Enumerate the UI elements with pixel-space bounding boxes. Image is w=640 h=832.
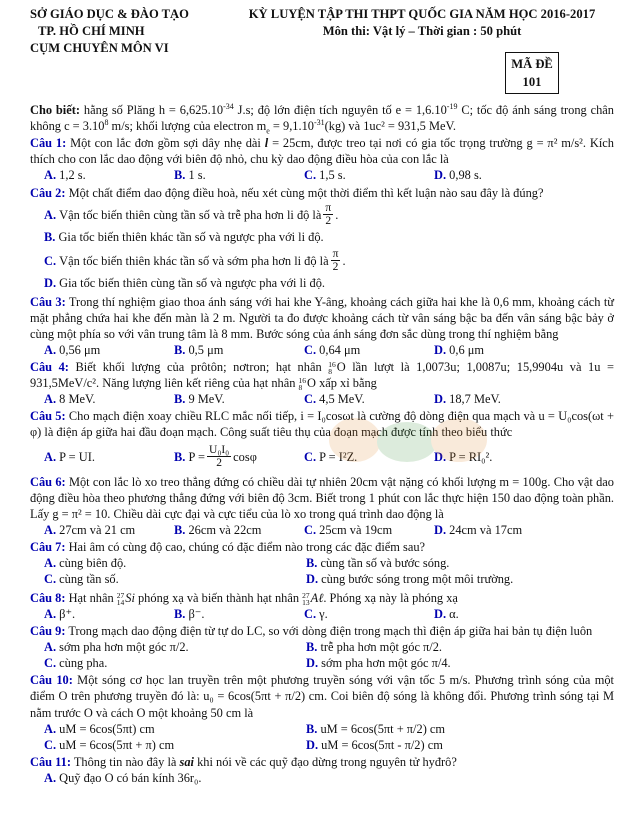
option-key: C. (304, 607, 317, 622)
option-a[interactable] (44, 606, 174, 622)
option-key: D. (306, 737, 319, 752)
question-text: khi nói về các quỹ đạo dừng trong nguyên tử hyđrô? (193, 754, 457, 769)
question-text: U₀cos(ωt + φ) là điện áp giữa hai đầu đoạn mạch. Công suất tiêu thụ của đoạn mạch được tính theo biểu thức (30, 409, 614, 440)
numerator: π (325, 202, 332, 215)
question-label: Câu 8: (30, 591, 66, 606)
element-symbol: O (336, 360, 346, 374)
exponent: 8 (104, 118, 109, 127)
option-key: C. (304, 522, 317, 537)
numerator: U₀I₀ (209, 444, 230, 457)
element-symbol: O (307, 376, 316, 391)
question-text: Biết khối lượng của prôtôn; nơtron; hạt nhân (75, 360, 329, 374)
option-d[interactable] (306, 737, 568, 753)
question-text: . Phóng xạ này là phóng xạ (323, 591, 458, 606)
constants-text: C; tốc độ ánh sáng (457, 103, 557, 117)
option-text: β⁺. (59, 607, 76, 622)
option-key: C. (44, 572, 57, 586)
option-text: 24cm và 17cm (449, 522, 523, 537)
question-text: phóng xạ và biến thành hạt nhân (134, 591, 303, 606)
answer-options (30, 391, 614, 407)
question-text: Trong thí nghiệm giao thoa ánh sáng với hai khe Y-âng, khoảng cách giữa hai khe là 0,6 mm, khoảng cách từ mặt phẳng chứa hai khe đến màn là 2 m. Người ta đo được khoảng cách từ vân sáng bậc ba đến vân sáng bậc bảy ở cùng một phía so với vân trung tâm là 8 mm. Bước sóng của ánh sáng đơn sắc dùng trong thí nghiệm bằng (30, 294, 614, 341)
option-a[interactable]: A. Vận tốc biến thiên cùng tần số và trễ pha hơn li độ là $\frac{\pi}{2}$ . (44, 202, 339, 228)
option-b[interactable] (174, 444, 304, 469)
option-d[interactable] (306, 655, 568, 671)
option-key: B. (174, 607, 186, 622)
option-text: Gia tốc biến thiên cùng tần số và ngược pha với li độ. (59, 275, 326, 290)
numerator: π (332, 248, 339, 261)
option-b[interactable] (306, 721, 568, 737)
option-text: 0,98 s. (449, 168, 482, 183)
question-text: Một con lắc lò xo treo thẳng đứng có chiều dài tự nhiên 20cm vật nặng có khối lượng m = 100g. Cho vật dao động điều hòa theo phương thẳng đứng với biên độ 3cm. Biết trong 1 phút con lắc thực hiện 150 dao động toàn phần. Lấy g = π² = 10. Chiều dài cực đại và cực tiểu của lò xo trong quá trình dao động là (30, 474, 614, 521)
option-text: 0,64 μm (319, 342, 361, 357)
option-key: B. (174, 392, 186, 407)
question-text: Hai âm có cùng độ cao, chúng có đặc điểm nào trong các đặc điểm sau? (68, 539, 426, 554)
option-key: D. (44, 275, 57, 290)
question-label: Câu 4: (30, 360, 69, 374)
option-a[interactable] (44, 555, 306, 571)
answer-options (30, 606, 614, 622)
option-key: C. (44, 253, 57, 268)
element-symbol: Si (125, 591, 135, 606)
school-header (30, 6, 220, 57)
option-d[interactable] (434, 449, 564, 465)
option-key: B. (306, 556, 318, 570)
denominator: 2 (332, 261, 339, 274)
option-key: B. (174, 449, 186, 464)
option-d[interactable] (434, 522, 564, 538)
denominator: 2 (216, 457, 222, 470)
exam-code-label: MÃ ĐỀ (511, 57, 553, 71)
department-name: SỞ GIÁO DỤC & ĐÀO TẠO (30, 7, 189, 21)
option-c[interactable] (304, 167, 434, 183)
mass-number: 27 (116, 591, 125, 601)
question-text: lần lượt là 1,0073u; 1,0087u; 15,9904u và 1u = (345, 360, 614, 374)
option-c[interactable] (304, 391, 434, 407)
question-text: Cho mạch điện xoay chiều RLC mắc nối tiếp, i = I₀cosωt là cường độ dòng điện qua mạch và u = (68, 409, 555, 424)
option-key: B. (306, 640, 318, 655)
option-key: B. (174, 342, 186, 357)
atomic-number: 8 (328, 367, 332, 377)
option-d[interactable] (434, 391, 564, 407)
exponent: -34 (223, 101, 234, 111)
emphasis: sai (179, 754, 194, 769)
option-b[interactable] (174, 167, 304, 183)
question-text: Một con lắc đơn gồm sợi dây nhẹ dài (70, 136, 265, 151)
answer-options (30, 441, 614, 473)
option-b[interactable] (306, 555, 568, 571)
answer-options (30, 522, 614, 538)
option-key: C. (44, 656, 57, 671)
subscript: e (266, 126, 270, 136)
denominator: 2 (325, 215, 332, 228)
option-c[interactable] (44, 571, 306, 587)
atomic-number: 13 (302, 598, 310, 608)
option-text: P = RI₀². (449, 449, 493, 464)
constants-label: Cho biết: (30, 103, 80, 117)
option-key: A. (44, 449, 57, 464)
option-key: A. (44, 640, 57, 655)
option-text: sớm pha hơn một góc π/4. (321, 656, 451, 671)
option-key: B. (174, 168, 186, 183)
exam-header (222, 6, 622, 40)
option-text: 0,6 μm (449, 342, 485, 357)
cluster-name: CỤM CHUYÊN MÔN VI (30, 41, 169, 55)
option-text: γ. (319, 607, 328, 622)
option-text: P = I²Z. (319, 449, 358, 464)
fraction (207, 444, 231, 469)
option-c[interactable]: C. Vận tốc biến thiên khác tần số và sớm pha hơn li độ là $\frac{\pi}{2}$ . (44, 248, 346, 274)
constants-text: m/s; khối lượng của electron m (108, 119, 267, 134)
option-text: uM = 6cos(5πt - π/2) cm (321, 737, 443, 752)
answer-options (30, 342, 614, 358)
option-key: C. (304, 168, 317, 183)
question-text: xấp xỉ bằng (315, 376, 377, 391)
question-2 (30, 185, 614, 201)
option-key: A. (44, 556, 57, 570)
option-c[interactable] (44, 655, 306, 671)
option-text: 1,5 s. (319, 168, 346, 183)
option-key: D. (434, 168, 447, 183)
question-6 (30, 474, 614, 522)
fraction (323, 202, 333, 227)
question-text: Trong mạch dao động điện từ tự do LC, so với dòng điện trong mạch thì điện áp giữa hai bản tụ điện luôn (68, 624, 593, 639)
question-label: Câu 6: (30, 474, 66, 489)
exponent: -19 (446, 101, 458, 111)
option-a[interactable] (44, 449, 174, 465)
answer-options (30, 655, 614, 671)
answer-options (30, 737, 614, 753)
question-text: Một sóng cơ học lan truyền trên một phương truyền sóng với vận tốc 5 m/s. Phương trình sóng của một điểm O trên phương truyền đó là: u₀ = 6cos(5πt + π/2) cm. Coi biên độ sóng là không đổi. Phương trình sóng tại M nằm trước O và cách O một khoảng 50 cm là (30, 673, 615, 720)
option-c[interactable] (304, 522, 434, 538)
option-b[interactable] (30, 229, 614, 247)
option-c[interactable] (304, 606, 434, 622)
option-key: A. (44, 392, 57, 407)
question-label: Câu 11: (30, 754, 71, 769)
option-text: trễ pha hơn một góc π/2. (320, 640, 443, 655)
constants-text: = 9,1.10 (269, 119, 314, 134)
nuclide-notation (117, 592, 125, 606)
atomic-number: 8 (298, 383, 303, 393)
exam-code-box (505, 52, 559, 94)
option-a[interactable] (44, 391, 174, 407)
option-b[interactable] (306, 639, 568, 655)
exam-title: KỲ LUYỆN TẬP THI THPT QUỐC GIA NĂM HỌC 2016-2017 (248, 7, 596, 21)
exam-subject: Môn thi: Vật lý – Thời gian : 50 phút (322, 24, 522, 38)
option-key: D. (434, 392, 447, 407)
question-5 (30, 408, 614, 440)
option-key: A. (44, 207, 57, 222)
exponent: -31 (313, 118, 325, 127)
option-text: P = (188, 449, 206, 464)
option-text: 8 MeV. (59, 392, 96, 407)
option-text: 25cm và 19cm (319, 522, 393, 537)
option-key: A. (44, 522, 57, 537)
question-label: Câu 1: (30, 136, 67, 151)
question-label: Câu 5: (30, 409, 66, 424)
question-label: Câu 7: (30, 539, 66, 554)
option-c[interactable] (304, 449, 434, 465)
option-text: Vận tốc biến thiên khác tần số và sớm pha hơn li độ là (59, 253, 329, 268)
atomic-number: 14 (116, 598, 125, 608)
question-text: Một chất điểm dao động điều hoà, nếu xét cùng một thời điểm thì kết luận nào sau đây là đúng? (68, 185, 544, 200)
constants-paragraph (30, 102, 614, 134)
option-a[interactable] (44, 721, 306, 737)
option-key: D. (434, 522, 447, 537)
option-a[interactable] (44, 639, 306, 655)
option-key: D. (306, 572, 319, 586)
question-text: Hạt nhân (68, 591, 117, 606)
fraction (331, 248, 341, 273)
question-label: Câu 9: (30, 624, 66, 639)
option-text: 9 MeV. (188, 392, 225, 407)
option-text: 27cm và 21 cm (59, 522, 136, 537)
question-10 (30, 672, 614, 720)
nuclide-notation (302, 592, 310, 606)
option-text: cùng tần số và bước sóng. (320, 556, 450, 570)
option-text: cùng biên độ. (59, 556, 127, 570)
option-b[interactable] (174, 606, 304, 622)
city-name: TP. HỒ CHÍ MINH (38, 24, 145, 38)
answer-options (30, 555, 614, 571)
option-d[interactable] (434, 606, 564, 622)
option-text: 1,2 s. (59, 168, 86, 183)
option-key: A. (44, 168, 57, 183)
option-d[interactable] (306, 571, 568, 587)
option-key: D. (434, 607, 447, 622)
question-8 (30, 590, 614, 606)
question-label: Câu 2: (30, 185, 66, 200)
option-b[interactable] (174, 391, 304, 407)
option-c[interactable] (304, 342, 434, 358)
option-d[interactable] (434, 167, 564, 183)
question-text: = 25cm, được treo tại nơi có gia tốc trọng trường g = π² m/s². (268, 136, 586, 151)
answer-options (30, 168, 614, 184)
exam-code-value: 101 (522, 75, 542, 89)
option-key: C. (304, 449, 317, 464)
option-a[interactable] (44, 342, 174, 358)
option-text: sớm pha hơn một góc π/2. (59, 640, 189, 655)
question-text: 931,5MeV/c². Năng lượng liên kết riêng của hạt nhân (30, 376, 299, 391)
option-text: uM = 6cos(5πt) cm (59, 721, 155, 736)
question-text: Thông tin nào đây là (73, 754, 180, 769)
option-key: D. (434, 449, 447, 464)
nuclide-notation (328, 361, 336, 375)
option-a[interactable] (44, 167, 174, 183)
question-9 (30, 623, 614, 639)
option-key: A. (44, 607, 57, 622)
option-key: B. (174, 522, 186, 537)
question-1 (30, 135, 614, 167)
option-key: A. (44, 770, 57, 785)
option-key: C. (304, 392, 317, 407)
option-key: D. (306, 656, 319, 671)
constants-text: J.s; độ lớn điện tích nguyên tố e = 1,6.10 (233, 103, 447, 117)
element-symbol: Aℓ (310, 591, 324, 606)
option-key: A. (44, 342, 57, 357)
option-key: D. (434, 342, 447, 357)
option-key: C. (304, 342, 317, 357)
option-text: cosφ (233, 449, 257, 464)
question-label: Câu 10: (30, 673, 73, 688)
mass-number: 27 (302, 591, 310, 601)
option-key: A. (44, 721, 57, 736)
option-text: P = UI. (59, 449, 95, 464)
option-text: β⁻. (188, 607, 205, 622)
question-text: Kích thích cho con lắc dao động với biên độ nhỏ, chu kỳ dao động điều hòa của con lắc là (30, 136, 614, 167)
option-text: uM = 6cos(5πt + π/2) cm (320, 721, 446, 736)
option-text: Vận tốc biến thiên cùng tần số và trễ pha hơn li độ là (59, 207, 322, 222)
option-key: C. (44, 737, 57, 752)
option-text: 0,56 μm (59, 342, 101, 357)
option-d[interactable] (30, 275, 614, 293)
option-text: 1 s. (188, 168, 206, 183)
option-text: α. (449, 607, 459, 622)
answer-options (30, 571, 614, 587)
option-d[interactable] (434, 342, 564, 358)
option-text: cùng bước sóng trong một môi trường. (321, 572, 514, 586)
question-4 (30, 359, 614, 391)
constants-text: (kg) và 1uc² = 931,5 MeV. (324, 119, 456, 134)
variable: l (264, 136, 269, 151)
option-text: 4,5 MeV. (319, 392, 365, 407)
option-a[interactable] (30, 770, 614, 786)
option-a[interactable] (44, 522, 174, 538)
option-text: 0,5 μm (188, 342, 224, 357)
constants-text: hằng số Plăng h = 6,625.10 (83, 103, 224, 117)
exam-body (30, 102, 614, 786)
option-b[interactable] (174, 522, 304, 538)
question-3 (30, 294, 614, 342)
question-7 (30, 539, 614, 555)
option-text: cùng pha. (59, 656, 108, 671)
answer-options (30, 721, 614, 737)
nuclide-notation (299, 377, 307, 391)
question-11 (30, 754, 614, 770)
option-text: cùng tần số. (59, 572, 119, 586)
option-c[interactable] (44, 737, 306, 753)
option-text: Gia tốc biến thiên khác tần số và ngược pha với li độ. (58, 229, 324, 244)
option-text: uM = 6cos(5πt + π) cm (59, 737, 175, 752)
mass-number: 16 (328, 360, 336, 370)
constants-text: trong chân không c = 3.10 (30, 103, 614, 134)
question-label: Câu 3: (30, 294, 66, 309)
option-text: 18,7 MeV. (449, 392, 501, 407)
option-key: B. (44, 229, 56, 244)
option-b[interactable] (174, 342, 304, 358)
option-text: 26cm và 22cm (188, 522, 262, 537)
option-key: B. (306, 721, 318, 736)
option-text: Quỹ đạo O có bán kính 36r₀. (59, 770, 202, 785)
mass-number: 16 (298, 376, 307, 386)
answer-options (30, 639, 614, 655)
